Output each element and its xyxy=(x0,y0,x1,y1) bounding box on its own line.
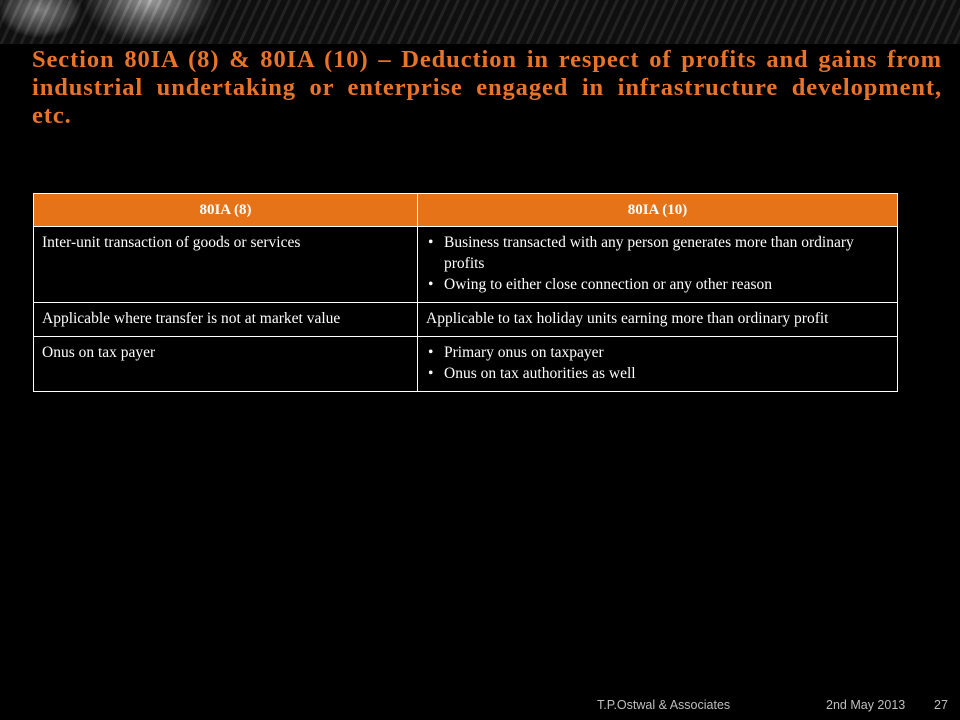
bullet-list xyxy=(426,232,889,295)
bullet-icon: • xyxy=(428,234,434,251)
header-80ia-10: 80IA (10) xyxy=(418,194,898,227)
footer-date: 2nd May 2013 xyxy=(826,698,906,712)
banner-image xyxy=(0,0,960,44)
table-header-row xyxy=(34,194,898,227)
row3-left-cell: Onus on tax payer xyxy=(34,337,418,392)
comparison-table xyxy=(33,193,898,392)
row1-right-cell xyxy=(418,227,898,303)
slide-title: Section 80IA (8) & 80IA (10) – Deduction in respect of profits and gains from industrial undertaking or enterprise engaged in infrastructure development, etc. xyxy=(32,46,942,129)
footer-firm: T.P.Ostwal & Associates xyxy=(597,698,731,712)
page-number: 27 xyxy=(934,698,948,712)
row2-left-cell: Applicable where transfer is not at market value xyxy=(34,303,418,337)
list-item: • Primary onus on taxpayer xyxy=(428,344,604,361)
table-row xyxy=(34,337,898,392)
bullet-list xyxy=(426,342,889,384)
row1-left-cell: Inter-unit transaction of goods or services xyxy=(34,227,418,303)
bullet-icon: • xyxy=(428,365,434,382)
bullet-icon: • xyxy=(428,344,434,361)
list-item: • Onus on tax authorities as well xyxy=(428,365,636,382)
row3-right-cell xyxy=(418,337,898,392)
bullet-icon: • xyxy=(428,276,434,293)
table-row xyxy=(34,227,898,303)
header-80ia-8: 80IA (8) xyxy=(34,194,418,227)
table-row xyxy=(34,303,898,337)
row2-right-cell: Applicable to tax holiday units earning more than ordinary profit xyxy=(418,303,898,337)
list-item: • Business transacted with any person generates more than ordinary profits xyxy=(428,234,854,272)
list-item: • Owing to either close connection or any other reason xyxy=(428,276,772,293)
